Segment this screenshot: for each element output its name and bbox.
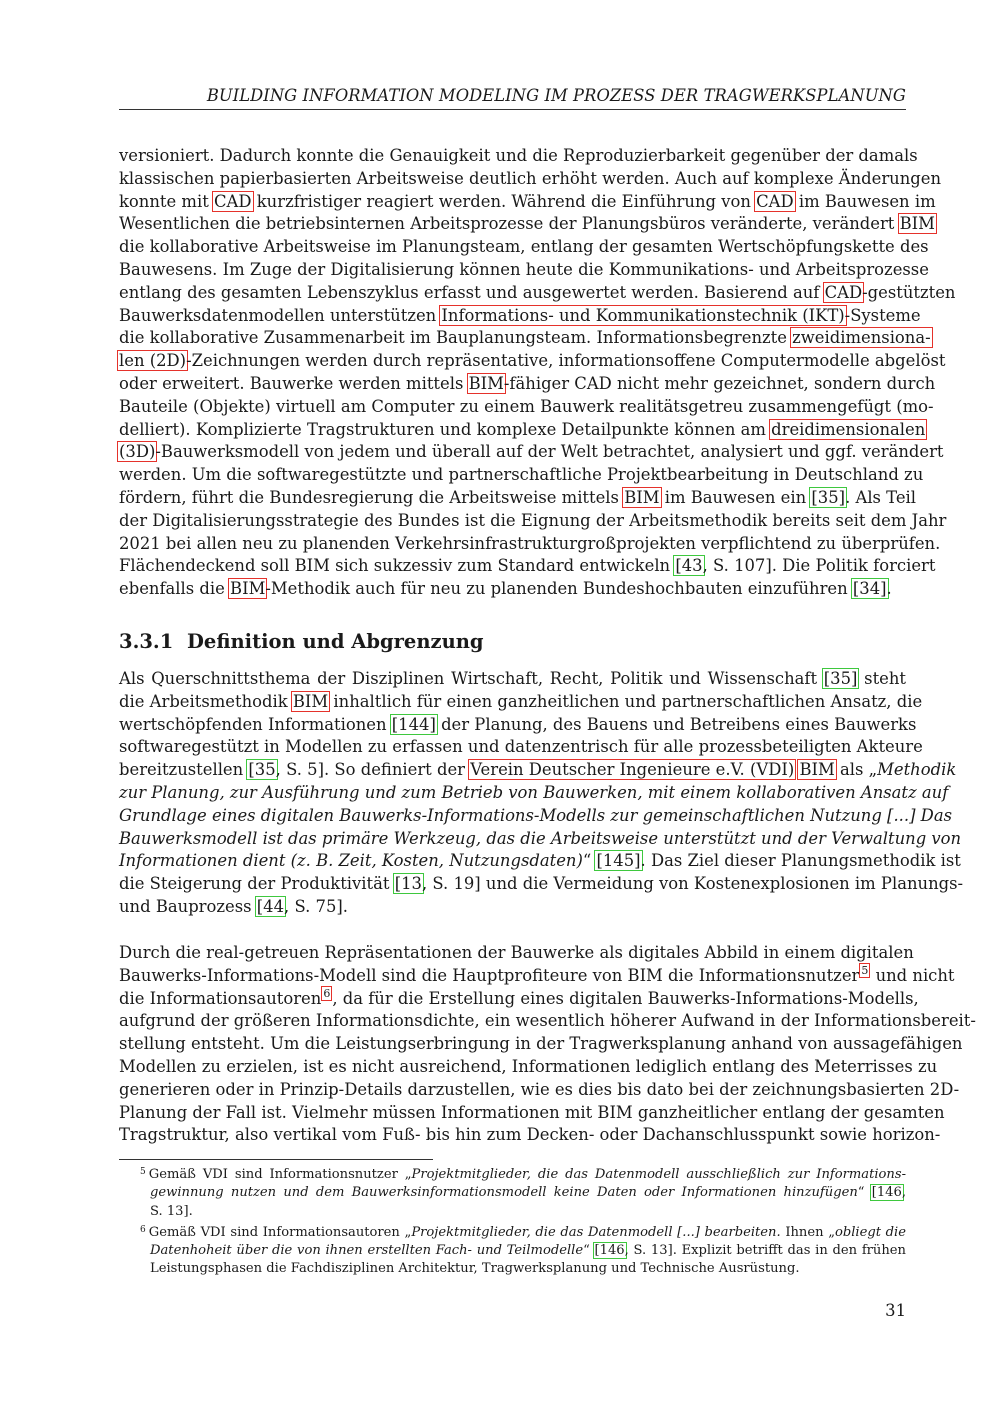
text-line: die kollaborative Zusammenarbeit im Bauplanungsteam. Informationsbegrenzte zweidimensiona-: [119, 328, 931, 348]
footnote-line: $^6$ Gemäß VDI sind Informationsautoren „Projektmitglieder, die das Datenmodell [...] bearbeiten. Ihnen „obliegt die: [140, 1224, 906, 1240]
acronym-link-3d[interactable]: (3D): [119, 442, 156, 462]
acronym-link-cad[interactable]: CAD: [214, 191, 252, 211]
paragraph-2: [119, 668, 964, 919]
text-line: die kollaborative Arbeitsweise im Planungsteam, entlang der gesamten Wertschöpfungskette des: [119, 237, 929, 257]
footnote-6: [140, 1221, 906, 1279]
text-line: fördern, führt die Bundesregierung die Arbeitsweise mittels BIM im Bauwesen ein [35]. Als Teil: [119, 487, 917, 507]
text-line: Bauwerks-Informations-Modell sind die Hauptprofiteure von BIM die Informationsnutzer $^5$ und nicht: [119, 963, 955, 985]
text-line: versioniert. Dadurch konnte die Genauigkeit und die Reproduzierbarkeit gegenüber der damals: [119, 146, 918, 165]
acronym-link-cad[interactable]: CAD: [824, 282, 863, 302]
text-line: Flächendeckend soll BIM sich sukzessiv zum Standard entwickeln [43, S. 107]. Die Politik forciert: [119, 556, 936, 576]
text-line: klassischen papierbasierten Arbeitsweise deutlich erhöht werden. Auch auf komplexe Änderungen: [119, 168, 942, 188]
section-number: 3.3.1: [119, 630, 174, 653]
citation-link[interactable]: [13: [394, 874, 422, 894]
citation-link[interactable]: [34]: [852, 579, 887, 599]
section-heading: [119, 630, 484, 653]
footnote-ref[interactable]: 5: [861, 963, 869, 977]
text-line: und Bauprozess [44, S. 75].: [119, 896, 348, 916]
paragraph-1: [119, 145, 956, 601]
footnote-divider: [119, 1159, 433, 1160]
footnote-5: [140, 1163, 906, 1221]
text-line: (3D)-Bauwerksmodell von jedem und überall auf der Welt betrachtet, analysiert und ggf. verändert: [119, 442, 944, 462]
citation-link[interactable]: [43: [675, 556, 703, 576]
text-line: Wesentlichen die betriebsinternen Arbeitsprozesse der Planungsbüros veränderte, verändert BIM: [119, 214, 935, 234]
text-line: konnte mit CAD kurzfristiger reagiert werden. Während die Einführung von CAD im Bauwesen im: [119, 191, 936, 211]
text-line: Modellen zu erzielen, ist es nicht ausreichend, Informationen lediglich entlang des Meterrisses zu: [119, 1056, 938, 1076]
citation-link[interactable]: [144]: [391, 714, 436, 734]
text-line: werden. Um die softwaregestützte und partnerschaftliche Projektbearbeitung in Deutschland zu: [119, 465, 924, 485]
text-line: Als Querschnittsthema der Disziplinen Wirtschaft, Recht, Politik und Wissenschaft [35] steht: [119, 669, 906, 688]
acronym-link-bim[interactable]: BIM: [230, 579, 266, 599]
text-line: Tragstruktur, also vertikal vom Fuß- bis hin zum Decken- oder Dachanschlusspunkt sowie horizon-: [119, 1125, 941, 1145]
text-line: softwaregestützt in Modellen zu erfassen und datenzentrisch für alle prozessbeteiligten Akteure: [119, 737, 923, 757]
text-line: Grundlage eines digitalen Bauwerks-Informations-Modells zur gemeinschaftlichen Nutzung [...] Das: [119, 805, 953, 825]
text-line: die Arbeitsmethodik BIM inhaltlich für einen ganzheitlichen und partnerschaftlichen Ansatz, die: [119, 691, 923, 711]
footnote-mark: 6: [140, 1224, 146, 1235]
citation-link[interactable]: [35]: [823, 669, 858, 688]
footnote-line: S. 13].: [150, 1203, 193, 1219]
footnote-line: $^5$ Gemäß VDI sind Informationsnutzer „Projektmitglieder, die das Datenmodell ausschließlich zur Informations-: [140, 1167, 906, 1182]
text-line: generieren oder in Prinzip-Details darzustellen, wie es dies bis dato bei der zeichnungsbasierten 2D-: [119, 1079, 960, 1099]
citation-link[interactable]: [145]: [596, 851, 641, 871]
text-line: ebenfalls die BIM-Methodik auch für neu zu planenden Bundeshochbauten einzuführen [34].: [119, 579, 892, 599]
text-line: Bauteile (Objekte) virtuell am Computer zu einem Bauwerk realitätsgetreu zusammengefügt (mo-: [119, 396, 934, 416]
page-number: 31: [885, 1301, 906, 1320]
text-line: der Digitalisierungsstrategie des Bundes ist die Eignung der Arbeitsmethodik bereits seit dem Jahr: [119, 510, 947, 530]
acronym-link-2d[interactable]: len (2D): [119, 351, 187, 371]
text-line: 2021 bei allen neu zu planenden Verkehrsinfrastrukturgroßprojekten verpflichtend zu überprüfen.: [119, 533, 941, 553]
text-line: oder erweitert. Bauwerke werden mittels BIM-fähiger CAD nicht mehr gezeichnet, sondern durch: [119, 373, 936, 393]
text-line: wertschöpfenden Informationen [144] der Planung, des Bauens und Betreibens eines Bauwerks: [119, 714, 917, 734]
citation-link[interactable]: [35: [248, 760, 276, 780]
text-line: die Steigerung der Produktivität [13, S. 19] und die Vermeidung von Kostenexplosionen im Planungs-: [119, 874, 964, 894]
text-line: die Informationsautoren $^6$ , da für die Erstellung eines digitalen Bauwerks-Informations-Modells,: [119, 986, 919, 1008]
text-line: Bauwerksmodell ist das primäre Werkzeug, das die Arbeitsweise unterstützt und der Verwaltung von: [119, 828, 962, 848]
citation-link[interactable]: [146: [871, 1185, 902, 1201]
footnote-line: Leistungsphasen die Fachdisziplinen Architektur, Tragwerksplanung und Technische Ausrüstung.: [150, 1261, 800, 1277]
text-line: Planung der Fall ist. Vielmehr müssen Informationen mit BIM ganzheitlicher entlang der gesamten: [119, 1102, 945, 1122]
acronym-link-bim[interactable]: BIM: [899, 214, 935, 234]
footnote-line: gewinnung nutzen und dem Bauwerksinformationsmodell keine Daten oder Informationen hinzufügen“ [146,: [150, 1185, 906, 1201]
text-line: entlang des gesamten Lebenszyklus erfasst und ausgewertet werden. Basierend auf CAD-gestützten: [119, 282, 956, 302]
text-line: delliert). Komplizierte Tragstrukturen und komplexe Detailpunkte können am dreidimensionalen: [119, 419, 926, 439]
citation-link[interactable]: [35]: [811, 487, 846, 507]
text-line: Durch die real-getreuen Repräsentationen der Bauwerke als digitales Abbild in einem digitalen: [119, 943, 914, 962]
acronym-link-bim[interactable]: BIM: [468, 373, 504, 393]
footnote-mark: 5: [140, 1167, 146, 1177]
section-title: Definition und Abgrenzung: [187, 630, 484, 653]
text-line: aufgrund der größeren Informationsdichte, ein wesentlich höherer Aufwand in der Informationsbereit-: [119, 1011, 976, 1031]
citation-link[interactable]: [44: [256, 896, 285, 916]
text-line: Informationen dient (z. B. Zeit, Kosten, Nutzungsdaten)“ [145]. Das Ziel dieser Planungsmethodik ist: [119, 851, 961, 871]
footnote-line: Datenhoheit über die von ihnen erstellten Fach- und Teilmodelle“ [146, S. 13]. Explizit betrifft das in den frühen: [150, 1243, 906, 1259]
text-line: stellung entsteht. Um die Leistungserbringung in der Tragwerksplanung anhand von aussagefähigen: [119, 1034, 963, 1054]
acronym-link-cad[interactable]: CAD: [756, 191, 794, 211]
acronym-link-vdi[interactable]: Verein Deutscher Ingenieure e.V. (VDI): [470, 760, 795, 780]
text-line: Bauwesens. Im Zuge der Digitalisierung können heute die Kommunikations- und Arbeitsprozesse: [119, 259, 929, 279]
text-line: len (2D)-Zeichnungen werden durch repräsentative, informationsoffene Computermodelle abgelöst: [119, 351, 946, 371]
text-line: Bauwerksdatenmodellen unterstützen Informations- und Kommunikationstechnik (IKT)-Systeme: [119, 305, 921, 325]
paragraph-3: [119, 942, 976, 1147]
acronym-link-bim[interactable]: BIM: [292, 691, 329, 711]
acronym-link-bim[interactable]: BIM: [624, 487, 660, 507]
acronym-link-3d[interactable]: dreidimensionalen: [771, 419, 926, 439]
text-line: zur Planung, zur Ausführung und zum Betrieb von Bauwerken, mit einem kollaborativen Ansatz auf: [119, 782, 949, 802]
footnotes: [140, 1163, 906, 1279]
acronym-link-2d[interactable]: zweidimensiona-: [792, 328, 931, 348]
citation-link[interactable]: [146: [594, 1243, 625, 1259]
footnote-ref[interactable]: 6: [323, 986, 331, 1000]
running-header: BUILDING INFORMATION MODELING IM PROZESS DER TRAGWERKSPLANUNG: [119, 86, 906, 110]
text-line: bereitzustellen [35, S. 5]. So definiert der Verein Deutscher Ingenieure e.V. (VDI) BIM als „Methodik: [119, 760, 957, 780]
acronym-link-ikt[interactable]: Informations- und Kommunikationstechnik (IKT): [441, 305, 845, 325]
acronym-link-bim[interactable]: BIM: [799, 760, 835, 780]
